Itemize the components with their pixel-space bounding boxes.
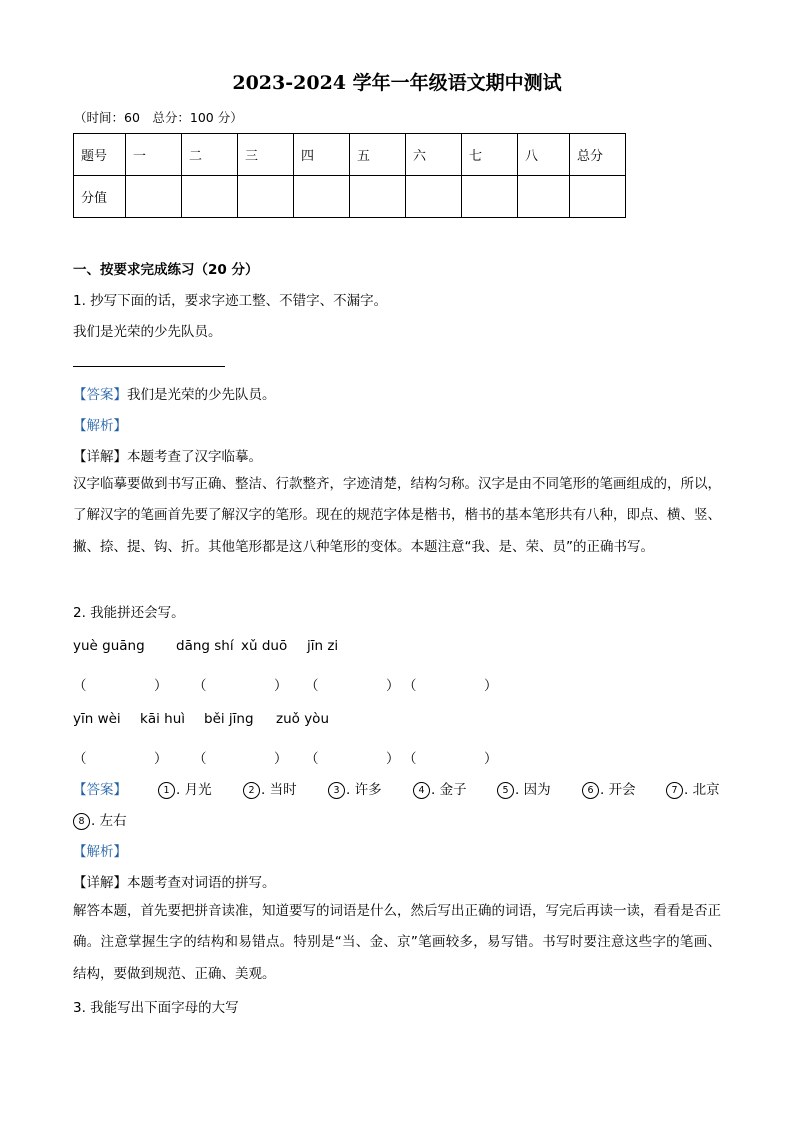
- table-header-cell: 二: [182, 134, 238, 176]
- score-cell: [350, 176, 406, 218]
- answer-blank: （ ）: [403, 678, 498, 694]
- answer-blank: （ ）: [305, 751, 400, 767]
- question-2-explanation: 解答本题，首先要把拼音读准，知道要写的词语是什么，然后写出正确的词语，写完后再读一读，看看是否正确。注意掌握生字的结构和易错点。特别是“当、金、京”笔画较多，易写错。书写时要注意这些字的笔画、结构，要做到规范、正确、美观。: [73, 903, 721, 982]
- circled-number: 4: [413, 782, 430, 799]
- table-header-cell: 三: [238, 134, 294, 176]
- answer-word: 左右: [99, 813, 127, 829]
- answer-word: 北京: [692, 782, 720, 798]
- pinyin-item: xǔ duō: [241, 638, 288, 654]
- question-2-detail: [73, 871, 276, 891]
- pinyin-item: jīn zi: [307, 638, 339, 654]
- question-3-prompt: 3. 我能写出下面字母的大写: [73, 1000, 239, 1016]
- table-row-label: 分值: [74, 176, 126, 218]
- answer-blank: （ ）: [193, 678, 288, 694]
- table-header-cell: 六: [406, 134, 462, 176]
- answer-item: 2 . 当时: [243, 778, 297, 799]
- answer-item: 7 . 北京: [666, 778, 720, 799]
- analysis-tag: 【解析】: [73, 418, 127, 434]
- circled-number: 5: [497, 782, 514, 799]
- detail-tag: 【详解】: [73, 449, 127, 465]
- section-heading: 一、按要求完成练习（20 分）: [73, 262, 259, 278]
- score-table: [73, 133, 626, 218]
- table-header-cell: 四: [294, 134, 350, 176]
- answer-tag: 【答案】: [73, 782, 127, 798]
- exam-meta: （时间：60 总分：100 分）: [74, 110, 243, 125]
- circled-number: 7: [666, 782, 683, 799]
- page-title: 2023-2024 学年一年级语文期中测试: [232, 72, 562, 94]
- table-header-cell: 一: [126, 134, 182, 176]
- detail-tag: 【详解】: [73, 875, 127, 891]
- answer-blank: （ ）: [73, 751, 168, 767]
- answer-word: 当时: [269, 782, 297, 798]
- answer-blank: （ ）: [305, 678, 400, 694]
- pinyin-item: kāi huì: [140, 711, 185, 727]
- score-cell: [182, 176, 238, 218]
- answer-word: 因为: [523, 782, 551, 798]
- answer-word: 金子: [439, 782, 467, 798]
- detail-text: 本题考查了汉字临摹。: [127, 449, 262, 465]
- question-1-explanation: 汉字临摹要做到书写正确、整洁、行款整齐，字迹清楚，结构匀称。汉字是由不同笔形的笔画组成的，所以，了解汉字的笔画首先要了解汉字的笔形。现在的规范字体是楷书，楷书的基本笔形共有八种，即点、横、竖、撇、捺、提、钩、折。其他笔形都是这八种笔形的变体。本题注意“我、是、荣、员”的正确书写。: [73, 476, 721, 555]
- question-1-detail: [73, 445, 262, 465]
- score-cell: [126, 176, 182, 218]
- answer-item: 8 . 左右: [73, 809, 127, 830]
- table-header-cell: 五: [350, 134, 406, 176]
- circled-number: 2: [243, 782, 260, 799]
- score-cell: [238, 176, 294, 218]
- answer-blank: （ ）: [73, 678, 168, 694]
- table-header-cell: 题号: [74, 134, 126, 176]
- table-header-cell: 七: [462, 134, 518, 176]
- answer-blank: （ ）: [403, 751, 498, 767]
- answer-tag: 【答案】: [73, 387, 127, 403]
- pinyin-item: dāng shí: [176, 638, 234, 654]
- score-table-value-row: [74, 176, 626, 218]
- circled-number: 8: [73, 813, 90, 830]
- question-1-prompt: 1. 抄写下面的话，要求字迹工整、不错字、不漏字。: [73, 293, 388, 309]
- answer-item: 5 . 因为: [497, 778, 551, 799]
- answer-line: [73, 366, 225, 367]
- table-header-cell: 总分: [570, 134, 626, 176]
- answer-item: 6 . 开会: [582, 778, 636, 799]
- circled-number: 1: [158, 782, 175, 799]
- score-cell: [406, 176, 462, 218]
- score-table-header-row: [74, 134, 626, 176]
- circled-number: 6: [582, 782, 599, 799]
- answer-word: 开会: [608, 782, 636, 798]
- question-1-answer: [73, 383, 276, 403]
- score-cell: [294, 176, 350, 218]
- table-header-cell: 八: [518, 134, 570, 176]
- detail-text: 本题考查对词语的拼写。: [127, 875, 276, 891]
- answer-word: 月光: [184, 782, 212, 798]
- answer-blank: （ ）: [193, 751, 288, 767]
- analysis-tag: 【解析】: [73, 844, 127, 860]
- score-cell: [570, 176, 626, 218]
- circled-number: 3: [328, 782, 345, 799]
- pinyin-item: běi jīng: [204, 711, 254, 727]
- answer-text: 我们是光荣的少先队员。: [127, 387, 276, 403]
- answer-item: 4 . 金子: [413, 778, 467, 799]
- pinyin-item: yuè guāng: [73, 638, 145, 654]
- question-2-prompt: 2. 我能拼还会写。: [73, 605, 185, 621]
- answer-item: 1 . 月光: [158, 778, 212, 799]
- pinyin-item: yīn wèi: [73, 711, 121, 727]
- answer-word: 许多: [354, 782, 382, 798]
- answer-item: 3 . 许多: [328, 778, 382, 799]
- score-cell: [462, 176, 518, 218]
- pinyin-item: zuǒ yòu: [276, 711, 329, 727]
- question-1-sentence: 我们是光荣的少先队员。: [73, 324, 222, 340]
- score-cell: [518, 176, 570, 218]
